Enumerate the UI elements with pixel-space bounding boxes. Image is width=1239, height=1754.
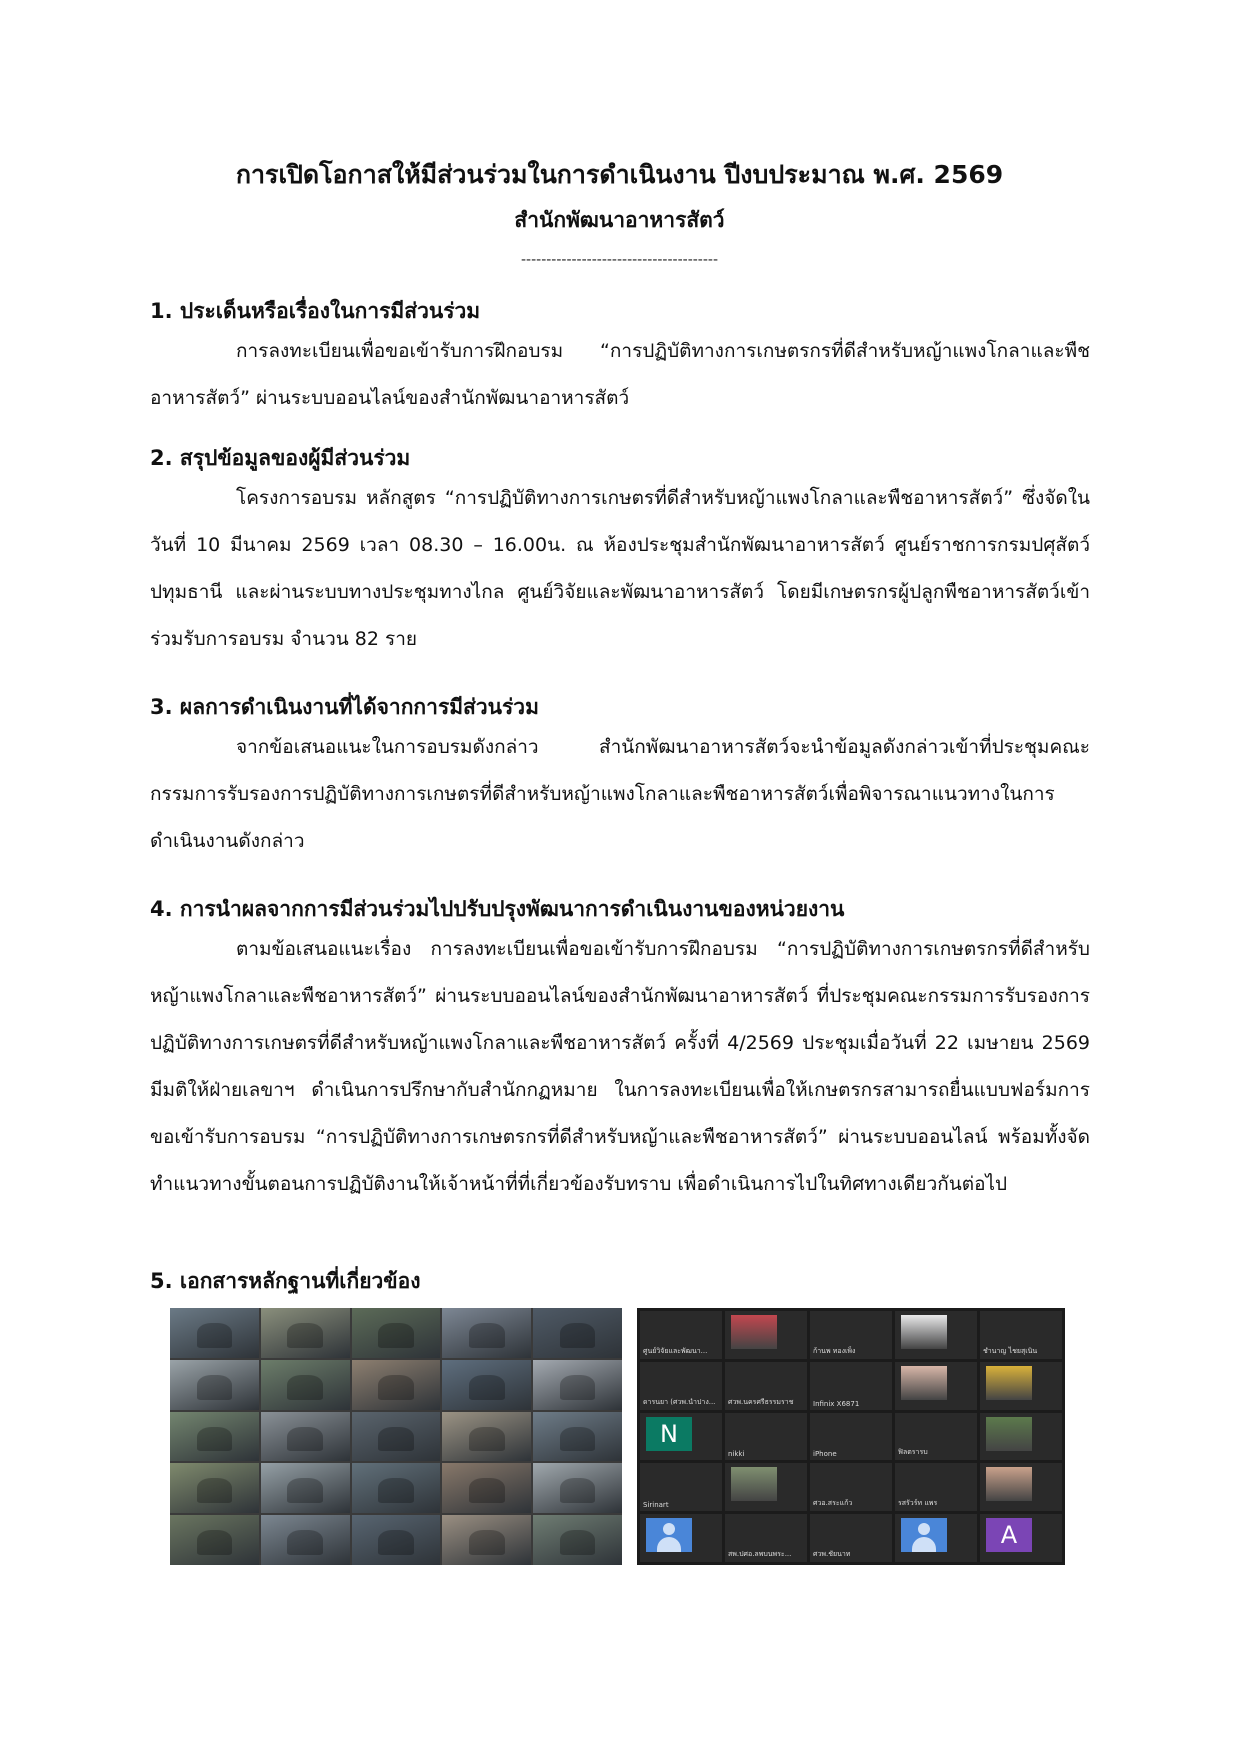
- video-tile: [261, 1412, 350, 1462]
- participant-tile: [895, 1362, 977, 1410]
- participant-name: iPhone: [813, 1450, 837, 1459]
- participant-photo: [731, 1315, 777, 1349]
- participant-tile: [640, 1311, 722, 1359]
- participant-tile: [725, 1514, 807, 1562]
- video-tile: [352, 1308, 441, 1358]
- participant-name: ศวพ.นครศรีธรรมราช: [728, 1397, 794, 1406]
- participant-tile: [895, 1463, 977, 1511]
- default-avatar-icon: [646, 1518, 692, 1552]
- section-heading: 5. เอกสารหลักฐานที่เกี่ยวข้อง: [150, 1269, 421, 1293]
- participant-tile: [640, 1413, 722, 1461]
- video-tile: [261, 1463, 350, 1513]
- participant-tile: [980, 1311, 1062, 1359]
- avatar-letter: A: [986, 1518, 1032, 1552]
- participant-tile: [725, 1311, 807, 1359]
- video-tile: [533, 1515, 622, 1565]
- section-1: [150, 294, 1090, 422]
- section-body: ตามข้อเสนอแนะเรื่อง การลงทะเบียนเพื่อขอเข้ารับการฝึกอบรม “การปฏิบัติทางการเกษตรกรที่ดีสำหรับหญ้าแพงโกลาและพืชอาหารสัตว์” ผ่านระบบออนไลน์ของสำนักพัฒนาอาหารสัตว์ ที่ประชุมคณะกรรมการรับรองการปฏิบัติทางการเกษตรที่ดีสำหรับหญ้าแพงโกลาและพืชอาหารสัตว์ ครั้งที่ 4/2569 ประชุมเมื่อวันที่ 22 เมษายน 2569 มีมติให้ฝ่ายเลขาฯ ดำเนินการปรึกษากับสำนักกฏหมาย ในการลงทะเบียนเพื่อให้เกษตรกรสามารถยื่นแบบฟอร์มการขอเข้ารับการอบรม “การปฏิบัติทางการเกษตรกรที่ดีสำหรับหญ้าและพืชอาหารสัตว์” ผ่านระบบออนไลน์ พร้อมทั้งจัดทำแนวทางขั้นตอนการปฏิบัติงานให้เจ้าหน้าที่ที่เกี่ยวข้องรับทราบ เพื่อดำเนินการไปในทิศทางเดียวกันต่อไป: [150, 938, 1090, 1195]
- video-tile: [170, 1360, 259, 1410]
- video-tile: [533, 1360, 622, 1410]
- participant-tile: [980, 1413, 1062, 1461]
- participant-photo: [731, 1467, 777, 1501]
- section-4: [150, 892, 1090, 1208]
- video-tile: [442, 1412, 531, 1462]
- section-body: โครงการอบรม หลักสูตร “การปฏิบัติทางการเกษตรที่ดีสำหรับหญ้าแพงโกลาและพืชอาหารสัตว์” ซึ่งจัดในวันที่ 10 มีนาคม 2569 เวลา 08.30 – 16.00น. ณ ห้องประชุมสำนักพัฒนาอาหารสัตว์ ศูนย์ราชการกรมปศุสัตว์ปทุมธานี และผ่านระบบทางประชุมทางไกล ศูนย์วิจัยและพัฒนาอาหารสัตว์ โดยมีเกษตรกรผู้ปลูกพืชอาหารสัตว์เข้าร่วมรับการอบรม จำนวน 82 ราย: [150, 487, 1090, 650]
- video-tile: [170, 1463, 259, 1513]
- participant-tile: [810, 1514, 892, 1562]
- participant-name: ศูนย์วิจัยและพัฒนา...: [643, 1346, 708, 1355]
- participant-photo: [986, 1366, 1032, 1400]
- participant-name: ศวอ.สระแก้ว: [813, 1499, 853, 1508]
- section-body: จากข้อเสนอแนะในการอบรมดังกล่าว สำนักพัฒนาอาหารสัตว์จะนำข้อมูลดังกล่าวเข้าที่ประชุมคณะกรรมการรับรองการปฏิบัติทางการเกษตรที่ดีสำหรับหญ้าแพงโกลาและพืชอาหารสัตว์เพื่อพิจารณาแนวทางในการดำเนินงานดังกล่าว: [150, 736, 1090, 852]
- section-heading: 3. ผลการดำเนินงานที่ได้จากการมีส่วนร่วม: [150, 695, 539, 719]
- participant-name: Sirinart: [643, 1501, 669, 1510]
- participant-tile: [725, 1463, 807, 1511]
- participant-tile: [640, 1514, 722, 1562]
- video-tile: [352, 1515, 441, 1565]
- participant-name: nikki: [728, 1450, 745, 1459]
- participant-name: ก้านพ ทองเพ็ง: [813, 1346, 856, 1355]
- video-tile: [352, 1412, 441, 1462]
- section-heading: 4. การนำผลจากการมีส่วนร่วมไปปรับปรุงพัฒนาการดำเนินงานของหน่วยงาน: [150, 897, 845, 921]
- section-3: [150, 690, 1090, 865]
- section-heading: 1. ประเด็นหรือเรื่องในการมีส่วนร่วม: [150, 299, 481, 323]
- divider-line: ---------------------------------------: [520, 252, 719, 268]
- video-tile: [352, 1360, 441, 1410]
- evidence-photo-online-meeting: [637, 1308, 1065, 1565]
- video-tile: [170, 1412, 259, 1462]
- video-tile: [261, 1308, 350, 1358]
- evidence-photo-onsite-meeting: [170, 1308, 622, 1565]
- video-tile: [352, 1463, 441, 1513]
- video-tile: [261, 1515, 350, 1565]
- video-tile: [170, 1308, 259, 1358]
- participant-tile: [980, 1362, 1062, 1410]
- video-tile: [442, 1463, 531, 1513]
- participant-name: ดารนยา (ศวพ.นำปาง...: [643, 1397, 716, 1406]
- section-2: [150, 441, 1090, 663]
- page-subtitle: สำนักพัฒนาอาหารสัตว์: [514, 208, 725, 232]
- video-tile: [533, 1412, 622, 1462]
- page-title: การเปิดโอกาสให้มีส่วนร่วมในการดำเนินงาน ปีงบประมาณ พ.ศ. 2569: [235, 160, 1004, 189]
- avatar-letter: N: [646, 1417, 692, 1451]
- participant-tile: [810, 1311, 892, 1359]
- video-tile: [442, 1308, 531, 1358]
- section-heading: 2. สรุปข้อมูลของผู้มีส่วนร่วม: [150, 446, 411, 470]
- section-body: การลงทะเบียนเพื่อขอเข้ารับการฝึกอบรม “การปฏิบัติทางการเกษตรกรที่ดีสำหรับหญ้าแพงโกลาและพืชอาหารสัตว์” ผ่านระบบออนไลน์ของสำนักพัฒนาอาหารสัตว์: [150, 340, 1090, 409]
- participant-name: ศวพ.ชัยนาท: [813, 1549, 851, 1558]
- participant-name: สพ.ปศอ.ลพบนพระ...: [728, 1549, 792, 1558]
- video-tile: [533, 1308, 622, 1358]
- video-tile: [442, 1360, 531, 1410]
- participant-name: ชำนาญ ไชยสุเนิน: [983, 1346, 1038, 1355]
- participant-tile: [810, 1463, 892, 1511]
- participant-tile: [640, 1362, 722, 1410]
- participant-photo: [986, 1467, 1032, 1501]
- section-5: [150, 1264, 1090, 1298]
- video-tile: [261, 1360, 350, 1410]
- participant-photo: [986, 1417, 1032, 1451]
- participant-name: Infinix X6871: [813, 1399, 860, 1408]
- participant-tile: [980, 1514, 1062, 1562]
- participant-tile: [810, 1362, 892, 1410]
- participant-tile: [725, 1362, 807, 1410]
- participant-name: ฟิลตรารบ: [898, 1448, 928, 1457]
- video-tile: [170, 1515, 259, 1565]
- participant-tile: [810, 1413, 892, 1461]
- default-avatar-icon: [901, 1518, 947, 1552]
- participant-tile: [895, 1413, 977, 1461]
- participant-tile: [980, 1463, 1062, 1511]
- participant-tile: [895, 1514, 977, 1562]
- participant-tile: [725, 1413, 807, 1461]
- video-tile: [442, 1515, 531, 1565]
- participant-tile: [640, 1463, 722, 1511]
- video-tile: [533, 1463, 622, 1513]
- participant-tile: [895, 1311, 977, 1359]
- participant-photo: [901, 1366, 947, 1400]
- participant-photo: [901, 1315, 947, 1349]
- participant-name: รสรัวร์ท แพร: [898, 1499, 938, 1508]
